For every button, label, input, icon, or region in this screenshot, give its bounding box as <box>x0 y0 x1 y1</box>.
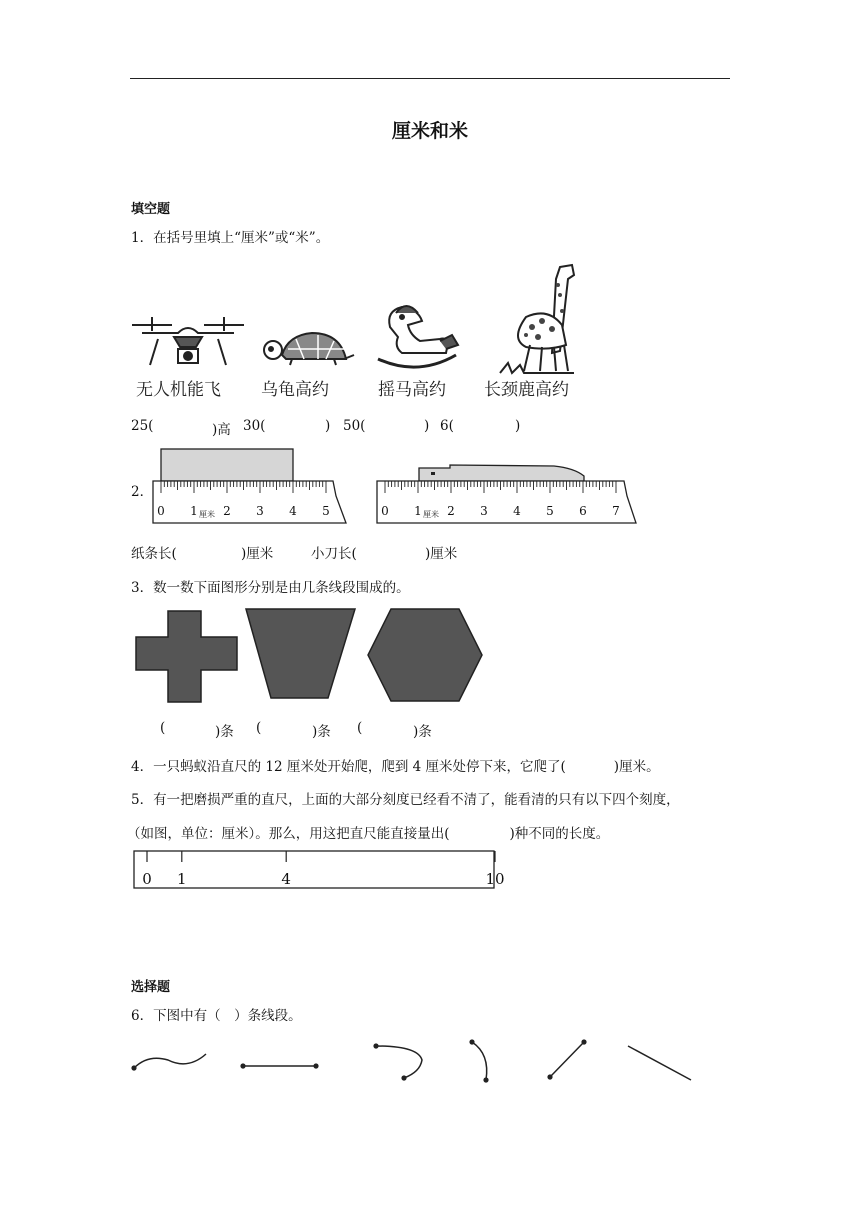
ruler-b-unit-mark: 厘米 <box>423 510 439 519</box>
cross-shape <box>136 611 237 702</box>
rocking-horse-icon <box>378 306 458 367</box>
page-title: 厘米和米 <box>391 120 468 142</box>
q1-pictures <box>128 255 598 405</box>
q5-text-after-blank: )种不同的长度。 <box>509 826 610 842</box>
header-rule <box>130 78 730 79</box>
point <box>401 1075 406 1080</box>
q1-blank-3-open: 50( <box>343 418 366 434</box>
ruler-number: 7 <box>612 504 620 518</box>
knife <box>419 465 584 481</box>
point <box>373 1043 378 1048</box>
q1-blank-1-open: 25( <box>131 418 154 434</box>
point <box>483 1077 488 1082</box>
curve-line-2 <box>376 1046 422 1078</box>
ruler-a-body <box>153 481 346 523</box>
ruler-number: 6 <box>579 504 587 518</box>
q1-blank-1-close: )高 <box>212 422 231 438</box>
question-5-line-1: 5．有一把磨损严重的直尺，上面的大部分刻度已经看不清了，能看清的只有以下四个刻度， <box>131 792 680 808</box>
q1-caption-1: 无人机能飞 <box>136 380 221 400</box>
q4-text-before-blank: 4．一只蚂蚁沿直尺的 12 厘米处开始爬，爬到 4 厘米处停下来，它爬了( <box>131 759 566 775</box>
q2-knife-close: )厘米 <box>425 546 458 562</box>
q3-blank-2-open: ( <box>256 720 262 736</box>
point <box>240 1063 245 1068</box>
ruler-number: 3 <box>256 504 264 518</box>
turtle-icon <box>264 333 354 365</box>
paper-strip <box>161 449 293 481</box>
point <box>131 1065 136 1070</box>
question-1-text: 1．在括号里填上“厘米”或“米”。 <box>131 230 330 246</box>
worn-ruler-figure <box>133 848 505 892</box>
q3-blank-1-open: ( <box>160 720 166 736</box>
ruler-number: 4 <box>513 504 521 518</box>
point <box>581 1039 586 1044</box>
ruler-a-unit-mark: 厘米 <box>199 510 215 519</box>
worn-ruler-number: 10 <box>485 870 505 888</box>
q2-paper-open: 纸条长( <box>131 546 177 562</box>
trapezoid-shape <box>246 609 355 698</box>
question-6-text: 6．下图中有（ ）条线段。 <box>131 1008 302 1024</box>
q3-blank-3-open: ( <box>357 720 363 736</box>
q2-paper-close: )厘米 <box>241 546 274 562</box>
q3-blank-2-close: )条 <box>312 724 331 740</box>
worn-ruler-body <box>134 851 494 888</box>
q1-blank-4-open: 6( <box>440 418 454 434</box>
point <box>469 1039 474 1044</box>
knife-rivet <box>431 472 435 475</box>
q1-caption-2: 乌龟高约 <box>261 380 329 400</box>
ruler-number: 5 <box>546 504 554 518</box>
ruler-number: 0 <box>381 504 389 518</box>
point <box>313 1063 318 1068</box>
ruler-number: 0 <box>157 504 165 518</box>
question-2-number: 2． <box>131 484 154 500</box>
ruler-number: 2 <box>447 504 455 518</box>
ruler-number: 1 <box>414 504 422 518</box>
question-5-line-2 <box>127 822 609 842</box>
q2-knife-open: 小刀长( <box>311 546 357 562</box>
ruler-number: 4 <box>289 504 297 518</box>
ruler-number: 3 <box>480 504 488 518</box>
ruler-paper-figure <box>150 446 350 526</box>
worn-ruler-number: 1 <box>177 870 187 888</box>
q1-blank-3-close: ) <box>424 418 430 434</box>
ruler-knife-figure <box>374 446 644 526</box>
ruler-number: 5 <box>322 504 330 518</box>
q1-blank-4-close: ) <box>515 418 521 434</box>
q1-blank-2-open: 30( <box>243 418 266 434</box>
worn-ruler-number: 4 <box>281 870 291 888</box>
segment-diagonal <box>550 1042 584 1077</box>
q1-caption-3: 摇马高约 <box>378 380 446 400</box>
point <box>547 1074 552 1079</box>
question-4-text <box>131 755 660 775</box>
q6-lines <box>128 1036 698 1086</box>
ray-line <box>628 1046 691 1080</box>
q3-blank-1-close: )条 <box>215 724 234 740</box>
q3-shapes <box>133 606 493 706</box>
curve-line-1 <box>134 1054 206 1068</box>
ruler-number: 1 <box>190 504 198 518</box>
q1-blank-2-close: ) <box>325 418 331 434</box>
drone-icon <box>132 317 244 365</box>
hexagon-shape <box>368 609 482 701</box>
ruler-number: 2 <box>223 504 231 518</box>
q1-caption-4: 长颈鹿高约 <box>484 380 569 400</box>
giraffe-icon <box>500 265 574 373</box>
q4-text-after-blank: )厘米。 <box>613 759 660 775</box>
section-fill-in-heading: 填空题 <box>131 202 171 217</box>
curve-line-3 <box>472 1042 487 1080</box>
q3-blank-3-close: )条 <box>413 724 432 740</box>
question-3-text: 3．数一数下面图形分别是由几条线段围成的。 <box>131 580 410 596</box>
section-choice-heading: 选择题 <box>131 980 171 995</box>
worn-ruler-number: 0 <box>142 870 152 888</box>
q5-text-before-blank: （如图，单位：厘米）。那么，用这把直尺能直接量出( <box>127 826 450 842</box>
